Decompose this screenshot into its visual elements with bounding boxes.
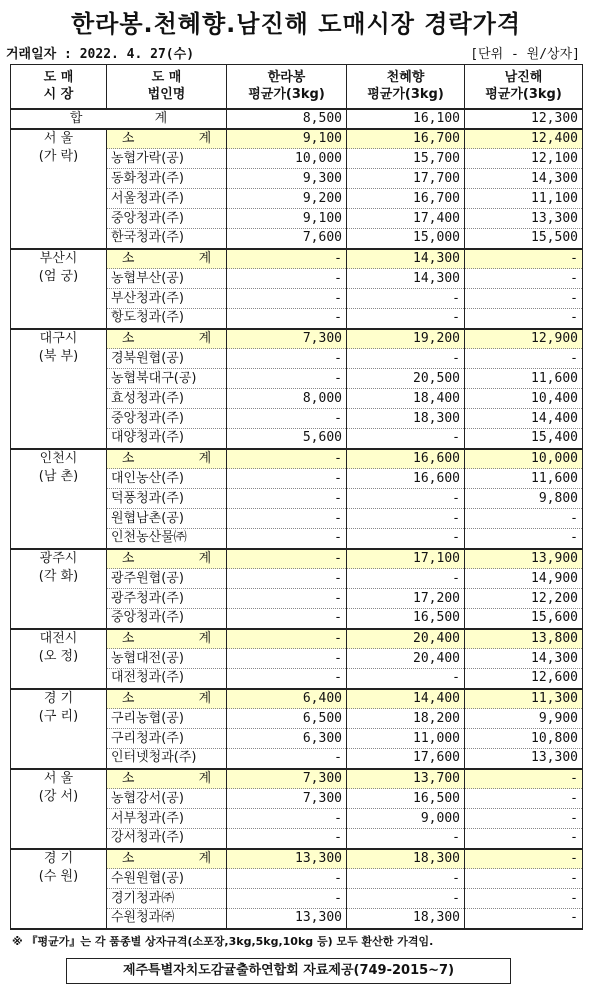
namjinhae-price: 11,300	[465, 689, 583, 709]
corp-name: 한국청과(주)	[107, 229, 227, 249]
cheonhyehyang-price: 19,200	[347, 329, 465, 349]
namjinhae-price: 14,900	[465, 569, 583, 589]
cheonhyehyang-price: 13,700	[347, 769, 465, 789]
namjinhae-price: -	[465, 849, 583, 869]
subtotal-row	[11, 129, 583, 149]
namjinhae-price: 13,800	[465, 629, 583, 649]
cheonhyehyang-price: -	[347, 889, 465, 909]
subtotal-label: 소 계	[107, 549, 227, 569]
subtotal-label: 소 계	[107, 329, 227, 349]
namjinhae-price: -	[465, 829, 583, 849]
cheonhyehyang-price: 18,400	[347, 389, 465, 409]
hallabong-price: -	[227, 249, 347, 269]
subtotal-label: 소 계	[107, 129, 227, 149]
cheonhyehyang-price: 15,700	[347, 149, 465, 169]
cheonhyehyang-price: -	[347, 869, 465, 889]
subtotal-row	[11, 849, 583, 869]
corp-name: 원협남촌(공)	[107, 509, 227, 529]
corp-name: 구리청과(주)	[107, 729, 227, 749]
cheonhyehyang-price: -	[347, 509, 465, 529]
subtotal-label: 소 계	[107, 249, 227, 269]
corp-name: 대전청과(주)	[107, 669, 227, 689]
corp-name: 대인농산(주)	[107, 469, 227, 489]
total-value: 16,100	[347, 109, 465, 129]
corp-name: 경북원협(공)	[107, 349, 227, 369]
hallabong-price: -	[227, 469, 347, 489]
cheonhyehyang-price: 16,500	[347, 789, 465, 809]
namjinhae-price: -	[465, 309, 583, 329]
market-name: 서 울 (가 락)	[11, 129, 107, 249]
namjinhae-price: 10,000	[465, 449, 583, 469]
hallabong-price: 6,400	[227, 689, 347, 709]
cheonhyehyang-price: 20,400	[347, 629, 465, 649]
hallabong-price: -	[227, 309, 347, 329]
cheonhyehyang-price: 15,000	[347, 229, 465, 249]
subtotal-label: 소 계	[107, 629, 227, 649]
namjinhae-price: 14,300	[465, 649, 583, 669]
hallabong-price: -	[227, 569, 347, 589]
corp-name: 농협강서(공)	[107, 789, 227, 809]
subtotal-row	[11, 249, 583, 269]
namjinhae-price: 12,400	[465, 129, 583, 149]
hallabong-price: -	[227, 289, 347, 309]
hallabong-price: 9,300	[227, 169, 347, 189]
hallabong-price: -	[227, 749, 347, 769]
hallabong-price: 9,100	[227, 129, 347, 149]
hallabong-price: -	[227, 589, 347, 609]
corp-name: 부산청과(주)	[107, 289, 227, 309]
namjinhae-price: -	[465, 789, 583, 809]
corp-name: 광주원협(공)	[107, 569, 227, 589]
namjinhae-price: 14,400	[465, 409, 583, 429]
header-market: 도 매 시 장	[11, 65, 107, 109]
corp-name: 농협부산(공)	[107, 269, 227, 289]
namjinhae-price: 11,600	[465, 469, 583, 489]
cheonhyehyang-price: 16,600	[347, 449, 465, 469]
hallabong-price: 7,600	[227, 229, 347, 249]
subtotal-label: 소 계	[107, 849, 227, 869]
hallabong-price: 7,300	[227, 789, 347, 809]
corp-name: 대양청과(주)	[107, 429, 227, 449]
namjinhae-price: 11,100	[465, 189, 583, 209]
corp-name: 경기청과㈜	[107, 889, 227, 909]
trade-date: 거래일자 : 2022. 4. 27(수)	[6, 47, 195, 62]
subtotal-row	[11, 449, 583, 469]
hallabong-price: 6,300	[227, 729, 347, 749]
namjinhae-price: -	[465, 809, 583, 829]
corp-name: 항도청과(주)	[107, 309, 227, 329]
namjinhae-price: 13,900	[465, 549, 583, 569]
hallabong-price: -	[227, 269, 347, 289]
cheonhyehyang-price: 20,500	[347, 369, 465, 389]
footnote: ※ 『평균가』는 각 품종별 상자규격(소포장,3kg,5kg,10kg 등) 모두 환산한 가격임.	[12, 935, 434, 948]
hallabong-price: -	[227, 649, 347, 669]
namjinhae-price: -	[465, 869, 583, 889]
subtotal-row	[11, 689, 583, 709]
hallabong-price: -	[227, 629, 347, 649]
namjinhae-price: -	[465, 349, 583, 369]
corp-name: 농협가락(공)	[107, 149, 227, 169]
cheonhyehyang-price: 17,200	[347, 589, 465, 609]
namjinhae-price: -	[465, 289, 583, 309]
cheonhyehyang-price: 11,000	[347, 729, 465, 749]
corp-name: 강서청과(주)	[107, 829, 227, 849]
namjinhae-price: -	[465, 769, 583, 789]
cheonhyehyang-price: -	[347, 429, 465, 449]
corp-name: 수원청과㈜	[107, 909, 227, 929]
cheonhyehyang-price: 18,300	[347, 909, 465, 929]
corp-name: 수원원협(공)	[107, 869, 227, 889]
hallabong-price: 7,300	[227, 329, 347, 349]
cheonhyehyang-price: 17,600	[347, 749, 465, 769]
page-title: 한라봉.천혜향.남진해 도매시장 경락가격	[70, 10, 522, 38]
namjinhae-price: -	[465, 249, 583, 269]
namjinhae-price: 12,600	[465, 669, 583, 689]
namjinhae-price: 15,400	[465, 429, 583, 449]
source-box: 제주특별자치도감귤출하연합회 자료제공(749-2015~7)	[66, 958, 511, 984]
hallabong-price: -	[227, 869, 347, 889]
header-corp: 도 매 법인명	[107, 65, 227, 109]
corp-name: 농협북대구(공)	[107, 369, 227, 389]
cheonhyehyang-price: 16,700	[347, 189, 465, 209]
hallabong-price: -	[227, 529, 347, 549]
hallabong-price: -	[227, 889, 347, 909]
cheonhyehyang-price: 14,400	[347, 689, 465, 709]
market-name: 경 기 (구 리)	[11, 689, 107, 769]
hallabong-price: 6,500	[227, 709, 347, 729]
cheonhyehyang-price: 16,600	[347, 469, 465, 489]
cheonhyehyang-price: 18,300	[347, 849, 465, 869]
cheonhyehyang-price: -	[347, 669, 465, 689]
corp-name: 농협대전(공)	[107, 649, 227, 669]
cheonhyehyang-price: -	[347, 289, 465, 309]
hallabong-price: 8,000	[227, 389, 347, 409]
hallabong-price: -	[227, 449, 347, 469]
cheonhyehyang-price: -	[347, 309, 465, 329]
namjinhae-price: 12,900	[465, 329, 583, 349]
subtotal-row	[11, 629, 583, 649]
namjinhae-price: 13,300	[465, 209, 583, 229]
corp-name: 인천농산물㈜	[107, 529, 227, 549]
cheonhyehyang-price: 17,100	[347, 549, 465, 569]
cheonhyehyang-price: 16,700	[347, 129, 465, 149]
cheonhyehyang-price: 18,300	[347, 409, 465, 429]
namjinhae-price: 9,800	[465, 489, 583, 509]
cheonhyehyang-price: 17,400	[347, 209, 465, 229]
namjinhae-price: -	[465, 889, 583, 909]
hallabong-price: 9,200	[227, 189, 347, 209]
corp-name: 덕풍청과(주)	[107, 489, 227, 509]
namjinhae-price: -	[465, 529, 583, 549]
corp-name: 인터넷청과(주)	[107, 749, 227, 769]
corp-name: 중앙청과(주)	[107, 209, 227, 229]
corp-name: 서부청과(주)	[107, 809, 227, 829]
cheonhyehyang-price: -	[347, 829, 465, 849]
unit-label: [단위 - 원/상자]	[470, 47, 580, 62]
namjinhae-price: 15,500	[465, 229, 583, 249]
namjinhae-price: -	[465, 509, 583, 529]
namjinhae-price: 11,600	[465, 369, 583, 389]
header-cheonhyehyang: 천혜향 평균가(3kg)	[347, 65, 465, 109]
hallabong-price: 13,300	[227, 909, 347, 929]
market-name: 경 기 (수 원)	[11, 849, 107, 929]
header-hallabong: 한라봉 평균가(3kg)	[227, 65, 347, 109]
corp-name: 서울청과(주)	[107, 189, 227, 209]
market-name: 인천시 (남 촌)	[11, 449, 107, 549]
cheonhyehyang-price: 14,300	[347, 249, 465, 269]
market-name: 서 울 (강 서)	[11, 769, 107, 849]
cheonhyehyang-price: -	[347, 349, 465, 369]
subtotal-row	[11, 329, 583, 349]
cheonhyehyang-price: 18,200	[347, 709, 465, 729]
total-label: 합 계	[11, 109, 227, 129]
header-row	[11, 65, 583, 109]
subtotal-label: 소 계	[107, 769, 227, 789]
namjinhae-price: 12,100	[465, 149, 583, 169]
total-row	[11, 109, 583, 129]
cheonhyehyang-price: 9,000	[347, 809, 465, 829]
hallabong-price: -	[227, 349, 347, 369]
hallabong-price: -	[227, 509, 347, 529]
header-namjinhae: 남진해 평균가(3kg)	[465, 65, 583, 109]
namjinhae-price: 13,300	[465, 749, 583, 769]
cheonhyehyang-price: 20,400	[347, 649, 465, 669]
subtotal-row	[11, 549, 583, 569]
hallabong-price: -	[227, 369, 347, 389]
hallabong-price: 13,300	[227, 849, 347, 869]
hallabong-price: 9,100	[227, 209, 347, 229]
corp-name: 중앙청과(주)	[107, 609, 227, 629]
hallabong-price: -	[227, 829, 347, 849]
hallabong-price: 7,300	[227, 769, 347, 789]
namjinhae-price: -	[465, 909, 583, 929]
cheonhyehyang-price: 17,700	[347, 169, 465, 189]
namjinhae-price: 15,600	[465, 609, 583, 629]
market-name: 부산시 (엄 궁)	[11, 249, 107, 329]
cheonhyehyang-price: -	[347, 569, 465, 589]
namjinhae-price: 10,800	[465, 729, 583, 749]
subtotal-row	[11, 769, 583, 789]
subtotal-label: 소 계	[107, 449, 227, 469]
cheonhyehyang-price: 14,300	[347, 269, 465, 289]
hallabong-price: -	[227, 409, 347, 429]
hallabong-price: -	[227, 609, 347, 629]
cheonhyehyang-price: -	[347, 489, 465, 509]
hallabong-price: -	[227, 669, 347, 689]
total-value: 12,300	[465, 109, 583, 129]
market-name: 광주시 (각 화)	[11, 549, 107, 629]
hallabong-price: -	[227, 489, 347, 509]
namjinhae-price: 14,300	[465, 169, 583, 189]
price-table	[10, 64, 583, 930]
namjinhae-price: 10,400	[465, 389, 583, 409]
total-value: 8,500	[227, 109, 347, 129]
corp-name: 중앙청과(주)	[107, 409, 227, 429]
hallabong-price: -	[227, 809, 347, 829]
corp-name: 구리농협(공)	[107, 709, 227, 729]
namjinhae-price: 9,900	[465, 709, 583, 729]
hallabong-price: 5,600	[227, 429, 347, 449]
namjinhae-price: 12,200	[465, 589, 583, 609]
corp-name: 동화청과(주)	[107, 169, 227, 189]
market-name: 대전시 (오 정)	[11, 629, 107, 689]
namjinhae-price: -	[465, 269, 583, 289]
hallabong-price: -	[227, 549, 347, 569]
cheonhyehyang-price: 16,500	[347, 609, 465, 629]
cheonhyehyang-price: -	[347, 529, 465, 549]
subtotal-label: 소 계	[107, 689, 227, 709]
hallabong-price: 10,000	[227, 149, 347, 169]
market-name: 대구시 (북 부)	[11, 329, 107, 449]
corp-name: 효성청과(주)	[107, 389, 227, 409]
corp-name: 광주청과(주)	[107, 589, 227, 609]
